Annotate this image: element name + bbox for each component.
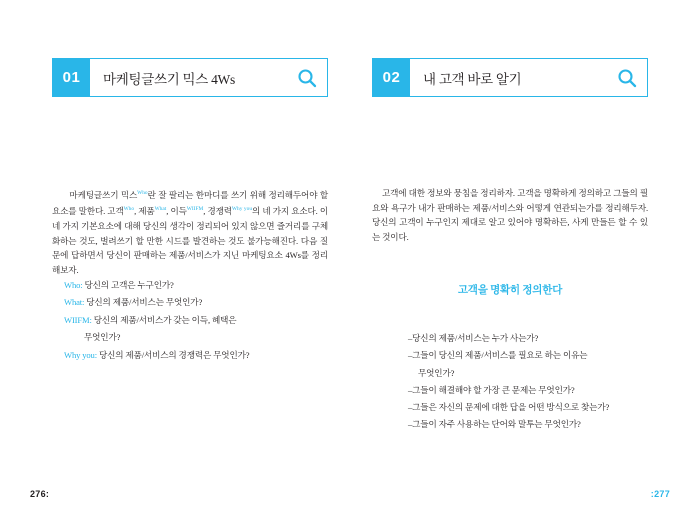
chapter-header-bar-left[interactable]: [52, 58, 328, 97]
bullet-text: –그들이 자주 사용하는 단어와 말투는 무엇인가?: [408, 419, 581, 430]
bullet-text: –당신의 제품/서비스는 누가 사는가?: [408, 333, 539, 343]
question-key: WIIFM:: [64, 314, 92, 325]
list-item: [408, 330, 654, 347]
chapter-number-right: 02: [373, 59, 410, 96]
left-body-text: [52, 186, 328, 277]
question-text: 당신의 제품/서비스는 무엇인가?: [86, 297, 203, 308]
list-item: [64, 294, 328, 311]
sup-what: What: [154, 206, 167, 213]
list-item: [64, 347, 328, 364]
sup-whyyou: Why you: [231, 206, 253, 213]
question-text: 당신의 제품/서비스가 갖는 이득, 혜택은: [93, 314, 237, 325]
page-number-right: :277: [650, 489, 670, 499]
customer-question-list: [408, 330, 654, 434]
question-text: 당신의 고객은 누구인가?: [84, 280, 174, 290]
list-item: [408, 382, 654, 399]
search-icon[interactable]: [607, 59, 647, 96]
bullet-text: –그들이 해결해야 할 가장 큰 문제는 무엇인가?: [408, 384, 575, 395]
sup-who: Who: [137, 190, 148, 196]
list-item: [408, 416, 654, 433]
question-key: What:: [64, 297, 85, 308]
search-icon[interactable]: [287, 59, 327, 96]
chapter-title-left: 마케팅글쓰기 믹스 4Ws: [103, 71, 235, 87]
mix-question-list: [64, 277, 328, 364]
question-key: Why you:: [64, 349, 97, 360]
chapter-title-right: 내 고객 바로 알기: [423, 71, 522, 87]
list-item: [64, 277, 328, 294]
right-subheading: 고객을 명확히 정의한다: [457, 285, 563, 296]
chapter-number-left: 01: [53, 59, 90, 96]
chapter-header-bar-right[interactable]: [372, 58, 648, 97]
bullet-text: –그들이 당신의 제품/서비스를 필요로 하는 이유는: [408, 350, 588, 361]
bullet-text-continuation: 무엇인가?: [418, 367, 455, 378]
list-item: [408, 347, 654, 382]
bullet-text: –그들은 자신의 문제에 대한 답을 어떤 방식으로 찾는가?: [408, 402, 610, 413]
left-paragraph: 마케팅글쓰기 믹스$^{Who}$란 잘 팔리는 한마디를 쓰기 위해 정리해두어야 할 요소를 말한다. 고객$^{Who}$, 제품$^{What}$, 이득$^{WIIFM}$, 경쟁력$^{Why you}$의 네 가지 요소다. 이 네 가지 기본요소에 대해 당신의 생각이 정리되어 있지 않으면 즐거리를 구체화하는 것도, 벌려쓰기 할 만한 시드를 발견하는 것도 불가능해진다. 다음 질문에 답하면서 당신이 판매하는 제품/서비스가 지닌 마케팅요소 4Ws를 정리해보자.: [52, 189, 328, 275]
sup-wiifm: WIIFM: [186, 206, 204, 213]
right-page: [350, 0, 700, 517]
right-paragraph: 고객에 대한 정보와 뭉침을 정리하자. 고객을 명확하게 정의하고 그들의 필요와 욕구가 내가 판매하는 제품/서비스와 어떻게 연관되는가를 정리해두자. 당신의 고객이 누구인지 제대로 알고 있어야 명확하든, 사게 만들든 할 수 있는 것이다.: [372, 188, 648, 242]
right-body-text: [372, 186, 648, 244]
sup-who-2: Who: [123, 206, 135, 213]
page-number-left: 276:: [30, 489, 50, 499]
question-text-continuation: 무엇인가?: [84, 332, 121, 343]
list-item: [64, 312, 328, 347]
question-key: Who:: [64, 280, 83, 290]
list-item: [408, 399, 654, 416]
question-text: 당신의 제품/서비스의 경쟁력은 무엇인가?: [98, 349, 250, 360]
